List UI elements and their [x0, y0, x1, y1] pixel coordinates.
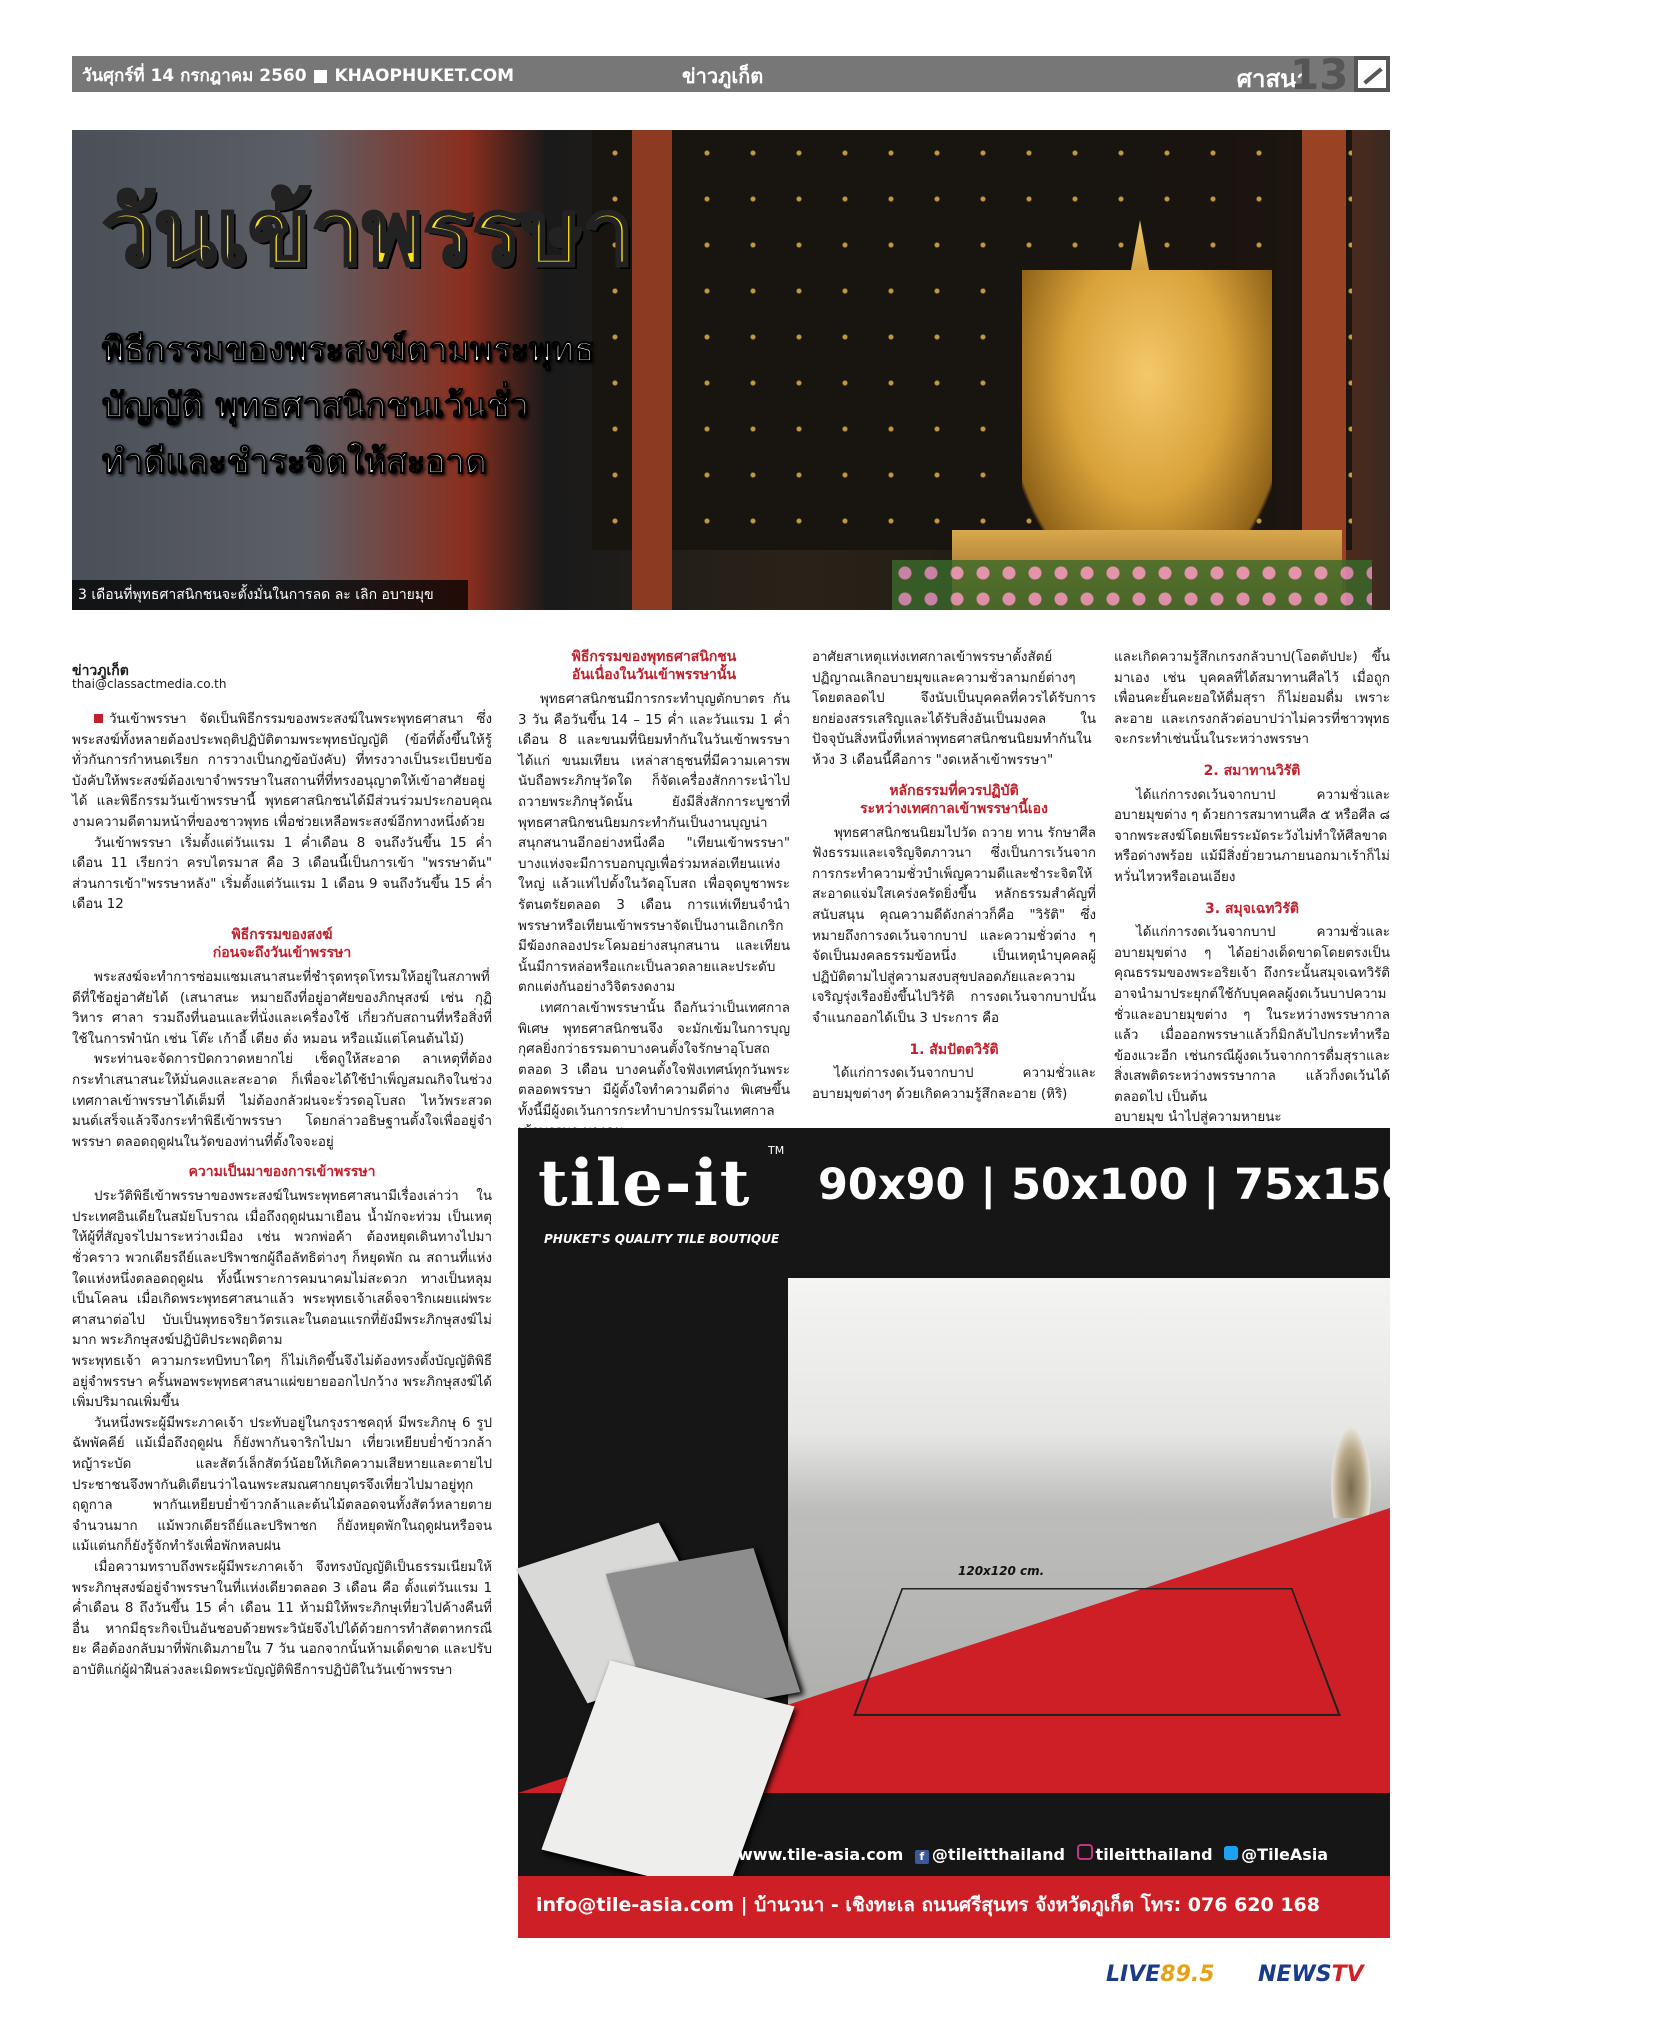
- brand-tagline: PHUKET'S QUALITY TILE BOUTIQUE: [544, 1232, 780, 1246]
- paragraph: พุทธศาสนิกชนมีการกระทำบุญตักบาตร กัน 3 วัน คือวันขึ้น 14 – 15 ค่ำ และวันแรม 1 ค่ำ เดือน 8 และขนมที่นิยมทำกันในวันเข้าพรรษาได้แก่ ขนมเทียน เหล่าสาธุชนที่มีความเคารพนับถือพระภิกษุวัดใด ก็จัดเครื่องสักการะนำไปถวายพระภิกษุวัดนั้น ยังมีสิ่งสักการะบูชาที่พุทธศาสนิกชนนิยมกระทำกันเป็นงานบุญน่าสนุกสนานอีกอย่างหนึ่งคือ "เทียนเข้าพรรษา" บางแห่งจะมีการบอกบุญเพื่อร่วมหล่อเทียนแห่งใหญ่ แล้วแห่ไปตั้งในวัดอุโบสถ เพื่อจุดบูชาพระรัตนตรัยตลอด 3 เดือน การแห่เทียนจำนำพรรษาหรือเทียนเข้าพรรษาจัดเป็นงานเอิกเกริก มีฆ้องกลองประโคมอย่างสนุกสนาน และเทียนนั้นมีการหล่อหรือแกะเป็นลวดลายและประดับตกแต่งกันอย่างวิจิตรงดงาม: [518, 692, 790, 996]
- paragraph: เทศกาลเข้าพรรษานั้น ถือกันว่าเป็นเทศกาลพิเศษ พุทธศาสนิกชนจึง จะมักเข้มในการบุญกุศลยิ่งกว่าธรรมดาบางคนตั้งใจรักษาอุโบสถตลอด 3 เดือน บางคนตั้งใจฟังเทศน์ทุกวันพระตลอดพรรษา มีผู้ตั้งใจทำความดีต่าง พิเศษขึ้น ทั้งนี้มีผู้งดเว้นการกระทำบาปกรรมในเทศกาล: [518, 1000, 790, 1119]
- paragraph: วันหนึ่งพระผู้มีพระภาคเจ้า ประทับอยู่ในกรุงราชคฤห์ มีพระภิกษุ 6 รูป ฉัพพัคคีย์ แม้เมื่อถึงฤดูฝน ก็ยังพากันจาริกไปมา เที่ยวเหยียบย่ำข้าวกล้าหญ้าระบัด และสัตว์เล็กสัตว์น้อยให้เกิดความเสียหายและตายไป ประชาชนจึงพากันติเตียนว่าไฉนพระสมณศากยบุตรจึงเที่ยวไปมาอยู่ทุกฤดูกาล พากันเหยียบย่ำข้าวกล้าและต้นไม้ตลอดจนทั้งสัตว์หลายตายจำนวนมาก แม้พวกเดียรถีย์และปริพาชก ก็ยังหยุดพักในฤดูฝนหรือจนแม้แต่นกก็ยังรู้จักทำรังเพื่อพักหลบฝน: [72, 1415, 492, 1555]
- sub-heading: 3. สมุจเฉทวิรัติ: [1205, 900, 1299, 917]
- paragraph: ได้แก่การงดเว้นจากบาป ความชั่วและอบายมุขต่าง ๆ ได้อย่างเด็ดขาดโดยตรงเป็นคุณธรรมของพระอริยเจ้า ถึงกระนั้นสมุจเฉทวิรัติ อาจนำมาประยุกต์ใช้กับบุคคลผู้งดเว้นบาปความชั่วและอบายมุขต่าง ๆ ในระหว่างพรรษากาลแล้ว เมื่อออกพรรษาแล้วก็มิกลับไปกระทำหรือข้องแวะอีก เช่นกรณีผู้งดเว้นจากการดื่มสุราและสิ่งเสพติดระหว่างพรรษากาล แล้วก็งดเว้นได้ตลอดไป เป็นต้น: [1114, 925, 1390, 1105]
- paragraph: ประวัติพิธีเข้าพรรษาของพระสงฆ์ในพระพุทธศาสนามีเรื่องเล่าว่า ในประเทศอินเดียในสมัยโบราณ เมื่อถึงฤดูฝนมาเยือน น้ำมักจะท่วม เป็นเหตุให้ผู้ที่สัญจรไปมาระหว่างเมือง เช่น พวกพ่อค้า ต้องหยุดเดินทางไปมาชั่วคราว พวกเดียรถีย์และปริพาชกผู้ถือลัทธิต่างๆ ก็หยุดพัก ณ สถานที่แห่งใดแห่งหนึ่งตลอดฤดูฝน ทั้งนี้เพราะการคมนาคมไม่สะดวก ทางเป็นหลุมเป็นโคลน เมื่อเกิดพระพุทธศาสนาแล้ว พระพุทธเจ้าเสด็จจาริกเผยแผ่พระศาสนาต่อไป บับเป็นพุทธจริยาวัตรและในตอนแรกที่ยังมีพระภิกษุสงฆ์ไม่มาก พระภิกษุสงฆ์ปฏิบัติประพฤติตาม: [72, 1189, 492, 1349]
- size-option: 75x150: [1234, 1160, 1412, 1210]
- twitter-icon: [1224, 1846, 1238, 1860]
- sub-heading: 2. สมาทานวิรัติ: [1203, 762, 1301, 779]
- paragraph: พุทธศาสนิกชนนิยมไปวัด ถวาย ทาน รักษาศีล ฟังธรรมและเจริญจิตภาวนา ซึ่งเป็นการเว้นจากการกระทำความชั่วบำเพ็ญความดีและชำระจิตให้สะอาดแจ่มใสเคร่งครัดยิ่งขึ้น หลักธรรมสำคัญที่สนับสนุน คุณความดีดังกล่าวก็คือ "วิรัติ" ซึ่งหมายถึงการงดเว้นจากบาป และความชั่วต่าง ๆ จัดเป็นมงคลธรรมข้อหนึ่ง เป็นเหตุนำบุคคลผู้ปฏิบัติตามไปสู่ความสงบสุขปลอดภัยและความเจริญรุ่งเรืองยิ่งขึ้นไปวิรัติ การงดเว้นจากบาปนั้นจำแนกออกได้เป็น 3 ประการ คือ: [812, 825, 1096, 1026]
- buddha-statue: [1022, 270, 1272, 570]
- live-radio-logo: LIVE89.5: [1106, 1962, 1215, 1987]
- phone-number[interactable]: โทร: 076 620 168: [1140, 1894, 1320, 1916]
- pillar: [632, 130, 672, 610]
- vase-decoration: [1328, 1418, 1374, 1518]
- hero-subtitle-line: พิธีกรรมของพระสงฆ์ตามพระพุทธ: [102, 330, 595, 370]
- facebook-icon: f: [915, 1850, 929, 1864]
- social-links: [738, 1844, 1328, 1864]
- paragraph: อบายมุข นำไปสู่ความหายนะ: [1114, 1110, 1282, 1126]
- tile-advertisement[interactable]: [518, 1128, 1664, 1938]
- instagram-icon: [1077, 1844, 1093, 1860]
- tile-outline: [853, 1588, 1341, 1716]
- store-address: บ้านวนา - เชิงทะเล ถนนศรีสุนทร จังหวัดภูเก็ต: [754, 1894, 1135, 1916]
- page-header: [72, 56, 1390, 92]
- size-option: 120x120: [1457, 1160, 1664, 1210]
- tile-size-label: 120x120 cm.: [958, 1564, 1045, 1578]
- tile-sizes: 90x90 | 50x100 | 75x150 | 120x120: [818, 1160, 1664, 1210]
- section-heading: พิธีกรรมของพุทธศาสนิกชน อันเนื่องในวันเข้าพรรษานั้น: [571, 649, 737, 683]
- article-column-1: [72, 710, 492, 1682]
- section-heading: พิธีกรรมของสงฆ์ ก่อนจะถึงวันเข้าพรรษา: [212, 926, 352, 961]
- paragraph: พระสงฆ์จะทำการซ่อมแซมเสนาสนะที่ชำรุดทรุดโทรมให้อยู่ในสภาพที่ดีที่ใช้อยู่อาศัยได้ (เสนาสนะ หมายถึงที่อยู่อาศัยของภิกษุสงฆ์ เช่น กุฏิ วิหาร ศาลา รวมถึงที่นอนและที่นั่งและเครื่องใช้ เกี่ยวกับสถานที่หรือสิ่งที่ใช้ในการพำนัก เช่น โต๊ะ เก้าอี้ เตียง ตั่ง หมอน หรือแม้แต่โคนต้นไม้): [72, 969, 492, 1047]
- trademark: TM: [768, 1144, 785, 1157]
- brand-logo: tile-it: [538, 1146, 752, 1221]
- paragraph: เมื่อความทราบถึงพระผู้มีพระภาคเจ้า จึงทรงบัญญัติเป็นธรรมเนียมให้พระภิกษุสงฆ์อยู่จำพรรษาในที่แห่งเดียวตลอด 3 เดือน คือ ตั้งแต่วันแรม 1 ค่ำเดือน 8 ถึงวันขึ้น 15 ค่ำ เดือน 11 ห้ามมิให้พระภิกษุเที่ยวไปค้างคืนที่อื่น หากมีธุระกิจเป็นอันชอบด้วยพระวินัยจึงไปได้ด้วยการทำสัตตาหกรณียะ คือต้องกลับมาที่พักเดิมภายใน 7 วัน นอกจากนั้นห้ามเด็ดขาด และปรับอาบัติแก่ผู้ฝ่าฝืนล่วงละเมิดพระบัญญัติพิธีการปฏิบัติในวันเข้าพรรษา: [72, 1559, 492, 1678]
- hero-subtitle-line: บัญญัติ พุทธศาสนิกชนเว้นชั่ว: [102, 386, 529, 426]
- email-link[interactable]: info@tile-asia.com: [536, 1894, 735, 1916]
- hero-title: วันเข้าพรรษา: [102, 179, 635, 286]
- facebook-link[interactable]: @tileitthailand: [931, 1845, 1065, 1864]
- paragraph: วันเข้าพรรษา จัดเป็นพิธีกรรมของพระสงฆ์ในพระพุทธศาสนา ซึ่งพระสงฆ์ทั้งหลายต้องประพฤติปฏิบัติตามพระพุทธบัญญัติ (ข้อที่ตั้งขึ้นให้รู้ทั่วกันการกำหนดเรียก การวางเป็นกฎข้อบังคับ) ที่ทรงวางเป็นระเบียบข้อบังคับให้พระสงฆ์ต้องเขาจำพรรษาในสถานที่ที่ทรงอนุญาตให้เข้าอาศัยอยู่ได้ และพิธีกรรมวันเข้าพรรษานี้ พุทธศาสนิกชนได้มีส่วนร่วมประกอบคุณงามความดีตามหน้าที่ของชาวพุทธ เพื่อช่วยเหลือพระสงฆ์อีกทางหนึ่งด้วย: [72, 712, 492, 830]
- article-column-2: [518, 648, 790, 1143]
- byline-email[interactable]: thai@classactmedia.co.th: [72, 677, 227, 691]
- bullet-square-icon: [94, 714, 103, 723]
- size-option: 90x90: [818, 1160, 966, 1210]
- paragraph: พระพุทธเจ้า ความกระทบิทบาใดๆ ก็ไม่เกิดขึ้นจึงไม่ต้องทรงตั้งบัญญัติพิธีอยู่จำพรรษา ครั้นพอพระพุทธศาสนาแผ่ขยายออกไปกว้าง พระภิกษุสงฆ์ได้เพิ่มปริมาณเพิ่มขึ้น: [72, 1354, 492, 1411]
- byline-name: ข่าวภูเก็ต: [72, 663, 129, 679]
- twitter-link[interactable]: @TileAsia: [1241, 1845, 1329, 1864]
- newspaper-logo: ข่าวภูเก็ต: [682, 64, 764, 88]
- contact-info: info@tile-asia.com | บ้านวนา - เชิงทะเล ถนนศรีสุนทร จังหวัดภูเก็ต โทร: 076 620 168: [536, 1894, 1320, 1916]
- size-option: 50x100: [1011, 1160, 1189, 1210]
- site-name[interactable]: KHAOPHUKET.COM: [334, 66, 515, 86]
- news-tv-logo: NEWSTV: [1258, 1962, 1364, 1987]
- paragraph: ได้แก่การงดเว้นจากบาป ความชั่วและอบายมุขต่าง ๆ ด้วยการสมาทานศีล ๕ หรือศีล ๘ จากพระสงฆ์โดยเพียรระมัดระวังไม่ทำให้ศีลขาดหรือด่างพร้อย แม้มีสิ่งยั่วยวนภายนอกมาเร้าก็ไม่หวั่นไหวหรือเอนเอียง: [1114, 787, 1390, 885]
- paragraph: พระท่านจะจัดการปัดกวาดหยากไย่ เช็ดถูให้สะอาด ลาเหตุที่ต้องกระทำเสนาสนะให้มั่นคงและสะอาด ก็เพื่อจะได้ใช้บำเพ็ญสมณกิจในช่วงเทศกาลเข้าพรรษาได้เต็มที่ ไม่ต้องกลัวฝนจะรั่วรดอุโบสถ ไหว้พระสวดมนต์เสร็จแล้วจึงกระทำพิธีเข้าพรรษา โดยกล่าวอธิษฐานตั้งใจเพื่ออยู่จำพรรษา ตลอดฤดูฝนในวัดของท่านที่ตั้งใจจะอยู่: [72, 1052, 492, 1150]
- photo-caption: 3 เดือนที่พุทธศาสนิกชนจะตั้งมั่นในการลด ละ เลิก อบายมุข: [72, 580, 468, 610]
- page-number: 13: [1290, 50, 1349, 99]
- hero-subtitle-line: ทำดีและชำระจิตให้สะอาด: [102, 442, 487, 482]
- corner-arrow-icon: [1354, 56, 1390, 92]
- website-link[interactable]: www.tile-asia.com: [738, 1845, 904, 1864]
- paragraph: วันเข้าพรรษา เริ่มตั้งแต่วันแรม 1 ค่ำเดือน 8 จนถึงวันขึ้น 15 ค่ำ เดือน 11 เรียกว่า ครบไตรมาส คือ 3 เดือนนี้เป็นการเข้า "พรรษาต้น" ส่วนการเข้า"พรรษาหลัง" เริ่มตั้งแต่วันแรม 1 เดือน 9 จนถึงวันขึ้น 15 ค่ำเดือน 12: [72, 835, 492, 913]
- section-heading: ความเป็นมาของการเข้าพรรษา: [188, 1164, 376, 1181]
- article-column-3: [812, 648, 1096, 1105]
- instagram-link[interactable]: tileitthailand: [1095, 1845, 1213, 1864]
- issue-date: วันศุกร์ที่ 14 กรกฎาคม 2560 ■ KHAOPHUKET.COM: [82, 66, 515, 86]
- paragraph: อาศัยสาเหตุแห่งเทศกาลเข้าพรรษาตั้งสัตย์ปฏิญาณเลิกอบายมุขและความชั่วลามกย์ต่างๆ โดยตลอดไป จึงนับเป็นบุคคลที่ควรได้รับการยกย่องสรรเสริญและได้รับสิ่งอันเป็นมงคล ในปัจจุบันสิ่งหนึ่งที่เหล่าพุทธศาสนิกชนนิยมทำกันในห้วง 3 เดือนนี้คือการ "งดเหล้าเข้าพรรษา": [812, 650, 1096, 768]
- article-column-4: [1114, 648, 1390, 1150]
- paragraph: และเกิดความรู้สึกเกรงกลัวบาป(โอตตัปปะ) ขึ้นมาเอง เช่น บุคคลที่ได้สมาทานศีลไว้ เมื่อถูกเพื่อนคะยั้นคะยอให้ดื่มสุรา ก็ไม่ยอมดื่ม เพราะละอาย และเกรงกลัวต่อบาปว่าไม่ควรที่ชาวพุทธจะกระทำเช่นนั้นในระหว่างพรรษา: [1114, 650, 1390, 748]
- section-heading: หลักธรรมที่ควรปฏิบัติ ระหว่างเทศกาลเข้าพรรษานี้เอง: [860, 782, 1048, 817]
- paragraph: ได้แก่การงดเว้นจากบาป ความชั่วและอบายมุขต่างๆ ด้วยเกิดความรู้สึกละอาย (หิริ): [812, 1066, 1096, 1102]
- flower-offering: [892, 560, 1372, 610]
- section-name: ศาสนา: [1236, 65, 1310, 93]
- hero-image: [72, 130, 1390, 610]
- sub-heading: 1. สัมปัตตวิรัติ: [909, 1041, 999, 1058]
